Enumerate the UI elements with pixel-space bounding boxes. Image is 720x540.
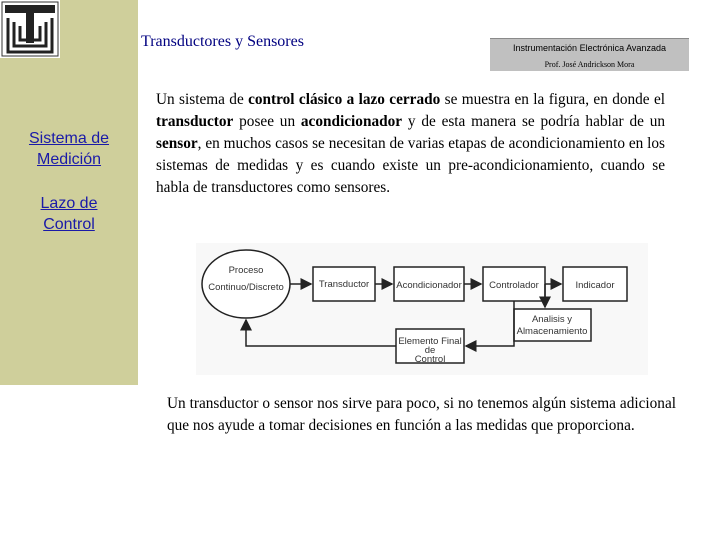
- elemento-label-3: Control: [414, 354, 446, 365]
- arrow-elemento-proceso: [246, 320, 396, 346]
- transductor-label: Transductor: [318, 279, 370, 290]
- analisis-label-1: Analisis y: [531, 314, 573, 325]
- institution-logo: [0, 0, 60, 58]
- acondicionador-label: Acondicionador: [396, 280, 462, 291]
- closing-paragraph: Un transductor o sensor nos sirve para poco, si no tenemos algún sistema adicional que nos ayude a tomar decisiones en función a las medidas que proporciona.: [167, 395, 676, 434]
- sidebar-link-lazo-control[interactable]: Lazo de Control: [40, 195, 98, 233]
- intro-paragraph: Un sistema de control clásico a lazo cerrado se muestra en la figura, en donde el transductor posee un acondicionador y de esta manera se podría hablar de un sensor, en muchos casos se necesitan de varias etapas de acondicionamiento en los sistemas de medidas y es cuando existe un pre-acondicionamiento, cuando se habla de transductores como sensores.: [156, 91, 665, 196]
- elemento-label-1: Elemento Final: [398, 336, 462, 347]
- control-loop-diagram: [196, 243, 648, 375]
- elemento-label-2: de: [424, 345, 436, 356]
- sidebar-link-sistema-medicion[interactable]: Sistema de Medición: [28, 130, 110, 168]
- proceso-label-2: Continuo/Discreto: [208, 282, 284, 293]
- course-name: Instrumentación Electrónica Avanzada: [490, 38, 689, 57]
- indicador-label: Indicador: [575, 280, 615, 291]
- logo-emblem: [0, 0, 60, 58]
- controlador-label: Controlador: [489, 280, 539, 291]
- analisis-label-2: Almacenamiento: [516, 326, 588, 337]
- slide-title: Transductores y Sensores: [141, 33, 304, 50]
- arrow-controlador-elemento: [466, 301, 514, 346]
- header-accent-strip: [60, 0, 138, 58]
- proceso-label-1: Proceso: [228, 265, 264, 276]
- professor-name: Prof. José Andrickson Mora: [490, 57, 689, 71]
